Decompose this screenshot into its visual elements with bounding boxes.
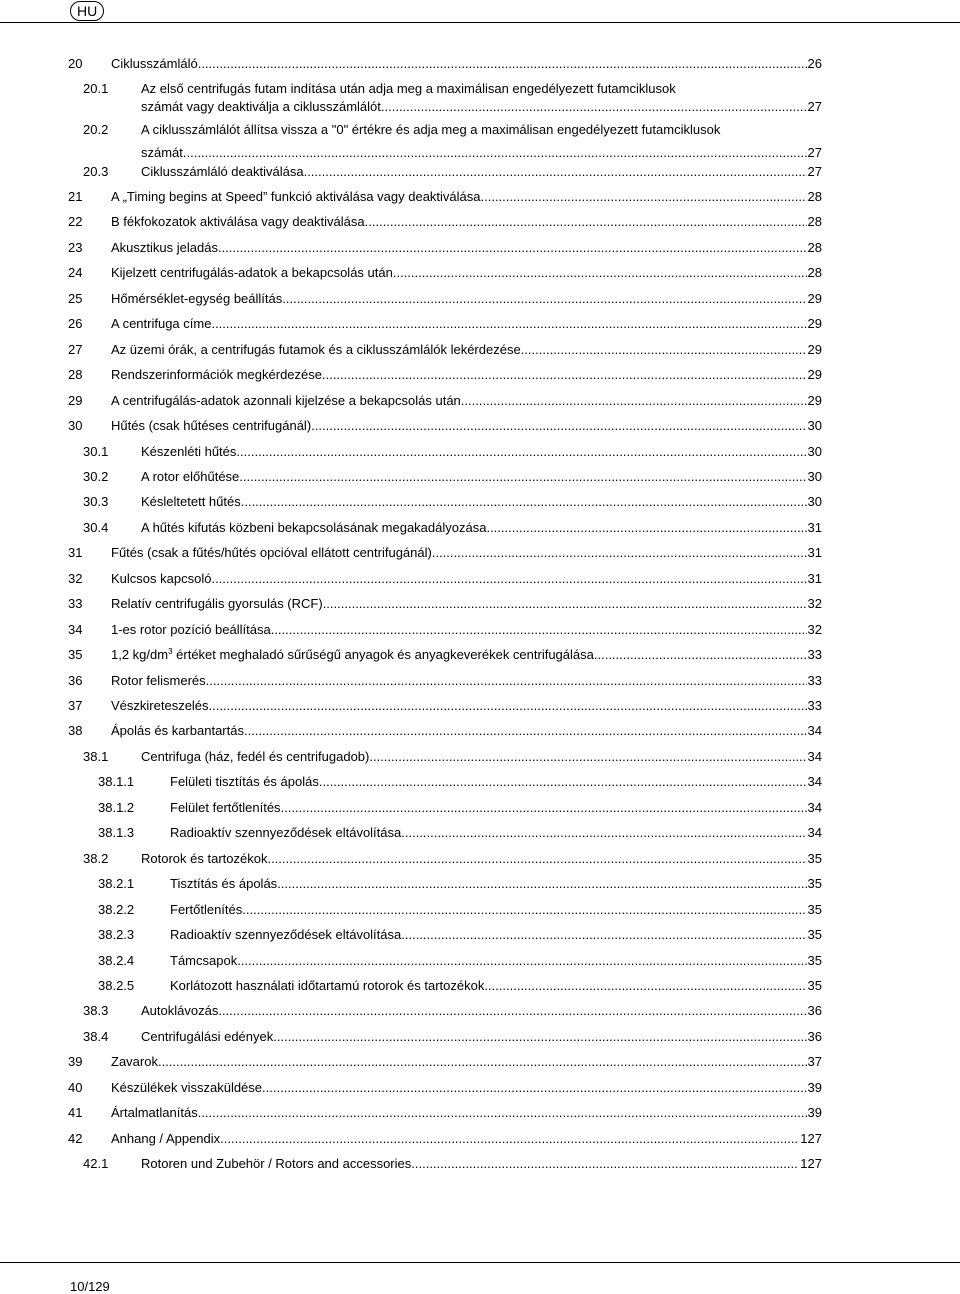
toc-title: Az első centrifugás futam indítása után adja meg a maximálisan engedélyezett futamciklusok [141,81,676,96]
toc-title-block [111,239,822,257]
toc-leader-dots [594,646,807,664]
toc-page-number: 30 [807,418,822,433]
toc-entry[interactable] [0,646,960,664]
toc-entry[interactable] [0,519,960,537]
toc-title-block [141,468,822,486]
toc-leader-dots [262,1079,807,1097]
toc-entry[interactable] [0,1053,960,1071]
toc-title: Ciklusszámláló deaktiválása [141,164,304,179]
toc-title-block [111,1079,822,1097]
toc-leader-dots [481,188,807,206]
toc-leader-dots [432,544,807,562]
toc-number: 33 [68,596,83,611]
toc-entry[interactable] [0,697,960,715]
toc-title-block [111,722,822,740]
toc-title: Rotor felismerés [111,673,206,688]
toc-title: Támcsapok [170,953,238,968]
toc-title [111,646,594,664]
toc-title-block [170,824,822,842]
toc-title: számát [141,145,183,157]
toc-page-number: 28 [807,189,822,204]
toc-page-number: 27 [807,145,822,157]
toc-page-number: 29 [807,316,822,331]
footer-rule [0,1262,960,1263]
toc-page-number: 34 [807,800,822,815]
toc-page-number: 127 [800,1131,822,1146]
toc-page-number: 36 [807,1029,822,1044]
toc-page-number: 30 [807,494,822,509]
toc-leader-dots [365,213,807,231]
toc-title-block [111,55,822,73]
toc-number: 28 [68,367,83,382]
toc-page-number: 33 [807,698,822,713]
toc-title: Fertőtlenítés [170,902,243,917]
toc-title: Készülékek visszaküldése [111,1080,263,1095]
toc-page-number: 28 [807,265,822,280]
toc-page-number: 29 [807,291,822,306]
toc-entry[interactable] [0,773,960,791]
toc-page-number: 29 [807,367,822,382]
toc-number: 30.1 [83,444,109,459]
toc-title-block [170,901,822,919]
toc-title: B fékfokozatok aktiválása vagy deaktiválása [111,214,365,229]
toc-title-block [170,799,822,817]
toc-title: számát vagy deaktiválja a ciklusszámlálót [141,99,381,114]
toc-title: Centrifugálási edények [141,1029,274,1044]
toc-title: A centrifugálás-adatok azonnali kijelzése a bekapcsolás után [111,393,461,408]
toc-number: 38.2.4 [98,953,135,968]
toc-leader-dots [411,1155,799,1173]
toc-page-number: 127 [800,1156,822,1171]
toc-title: Korlátozott használati időtartamú rotorok és tartozékok [170,978,485,993]
toc-number: 20.2 [83,122,109,137]
toc-title-block [141,850,822,868]
toc-entry[interactable] [0,1104,960,1122]
toc-page-number: 35 [807,876,822,891]
toc-entry[interactable] [0,672,960,690]
toc-entry[interactable] [0,366,960,384]
toc-title: Vészkireteszelés [111,698,209,713]
toc-title-block [141,519,822,537]
toc-title-part: 1,2 kg/dm [111,647,169,662]
toc-title-block [170,952,822,970]
toc-page-number: 31 [807,545,822,560]
toc-leader-dots [220,1130,799,1148]
toc-number: 31 [68,545,83,560]
toc-leader-dots [158,1053,807,1071]
toc-title: Ápolás és karbantartás [111,723,244,738]
toc-number: 30.2 [83,469,109,484]
toc-page-number: 34 [807,774,822,789]
toc-title: 1-es rotor pozíció beállítása [111,622,271,637]
toc-page-number: 27 [807,99,822,114]
toc-entry[interactable] [0,748,960,766]
toc-entry[interactable] [0,722,960,740]
toc-leader-dots [311,417,806,435]
toc-title-block [111,315,822,333]
toc-leader-dots [282,290,806,308]
toc-title: Felület fertőtlenítés [170,800,281,815]
toc-title: Hőmérséklet-egység beállítás [111,291,283,306]
header-rule [0,22,960,23]
toc-leader-dots [484,977,806,995]
toc-entry[interactable] [0,570,960,588]
toc-number: 34 [68,622,83,637]
toc-title: Hűtés (csak hűtéses centrifugánál) [111,418,312,433]
toc-number: 25 [68,291,83,306]
toc-number: 42.1 [83,1156,109,1171]
toc-page-number: 30 [807,469,822,484]
toc-entry[interactable] [0,1130,960,1148]
toc-number: 38 [68,723,83,738]
toc-number: 38.1.3 [98,825,135,840]
toc-title-block [111,621,822,639]
toc-entry[interactable] [0,952,960,970]
toc-title: Ciklusszámláló [111,56,198,71]
toc-page-number: 33 [807,647,822,662]
toc-number: 38.3 [83,1003,109,1018]
toc-title: Rendszerinformációk megkérdezése [111,367,322,382]
toc-leader-dots [461,392,807,410]
toc-entry[interactable] [0,799,960,817]
toc-title: Rotoren und Zubehör / Rotors and accessories [141,1156,412,1171]
toc-title: Fűtés (csak a fűtés/hűtés opcióval ellátott centrifugánál) [111,545,432,560]
toc-title-block [141,1028,822,1046]
toc-number: 38.2.1 [98,876,135,891]
toc-title-block [111,188,822,206]
toc-number: 36 [68,673,83,688]
toc-leader-dots [323,595,807,613]
toc-title-block [111,213,822,231]
toc-number: 32 [68,571,83,586]
toc-leader-dots [273,1028,806,1046]
toc-number: 20 [68,56,83,71]
toc-page-number: 35 [807,953,822,968]
toc-entry[interactable] [0,121,960,161]
toc-title-block [170,875,822,893]
toc-entry[interactable] [0,468,960,486]
toc-number: 38.1.1 [98,774,135,789]
toc-title-block [111,646,822,664]
toc-leader-dots [211,570,806,588]
toc-entry[interactable] [0,824,960,842]
toc-title-block [111,392,822,410]
toc-leader-dots [218,1002,806,1020]
toc-title-block [111,672,822,690]
toc-entry[interactable] [0,1028,960,1046]
toc-leader-dots [206,672,807,690]
toc-title: A rotor előhűtése [141,469,240,484]
toc-title-block [111,417,822,435]
toc-title-block [141,443,822,461]
toc-title: Kulcsos kapcsoló [111,571,212,586]
toc-entry[interactable] [0,875,960,893]
toc-leader-dots [396,264,806,282]
toc-title-block [111,1130,822,1148]
toc-entry[interactable] [0,1155,960,1173]
toc-title-block [111,1104,822,1122]
toc-page-number: 36 [807,1003,822,1018]
toc-entry[interactable] [0,213,960,231]
toc-page-number: 35 [807,927,822,942]
toc-page-number: 39 [807,1080,822,1095]
toc-page-number: 34 [807,825,822,840]
toc-number: 38.2.5 [98,978,135,993]
toc-leader-dots [241,493,807,511]
toc-title-block [111,264,822,282]
toc-page-number: 29 [807,393,822,408]
toc-page-number: 32 [807,596,822,611]
toc-entry[interactable] [0,926,960,944]
toc-page-number: 28 [807,214,822,229]
toc-page-number: 29 [807,342,822,357]
toc-leader-dots [239,468,806,486]
toc-page-number: 39 [807,1105,822,1120]
toc-title-block [141,1155,822,1173]
toc-number: 30.4 [83,520,109,535]
toc-title-block [111,570,822,588]
toc-title-block [170,773,822,791]
toc-leader-dots [521,341,807,359]
toc-leader-dots [281,799,807,817]
toc-number: 35 [68,647,83,662]
toc-leader-dots [244,722,807,740]
toc-entry[interactable] [0,290,960,308]
toc-entry[interactable] [0,901,960,919]
toc-entry[interactable] [0,239,960,257]
toc-entry[interactable] [0,850,960,868]
toc-title: Centrifuga (ház, fedél és centrifugadob) [141,749,370,764]
toc-leader-dots [381,98,807,116]
toc-leader-dots [198,55,807,73]
toc-number: 21 [68,189,83,204]
toc-page-number: 34 [807,749,822,764]
toc-title: Autoklávozás [141,1003,219,1018]
toc-page-number: 30 [807,444,822,459]
toc-page-number: 27 [807,164,822,179]
toc-title: Ártalmatlanítás [111,1105,198,1120]
toc-entry[interactable] [0,977,960,995]
toc-number: 38.2 [83,851,109,866]
toc-number: 41 [68,1105,83,1120]
toc-entry[interactable] [0,595,960,613]
toc-page-number: 32 [807,622,822,637]
toc-number: 38.2.3 [98,927,135,942]
toc-number: 22 [68,214,83,229]
toc-number: 40 [68,1080,83,1095]
toc-title: A hűtés kifutás közbeni bekapcsolásának megakadályozása [141,520,487,535]
toc-title: Rotorok és tartozékok [141,851,268,866]
toc-page-number: 31 [807,520,822,535]
toc-leader-dots [198,1104,807,1122]
toc-page-number: 37 [807,1054,822,1069]
toc-leader-dots [267,850,806,868]
toc-title: Relatív centrifugális gyorsulás (RCF) [111,596,323,611]
toc-title-block [111,1053,822,1071]
toc-title-block [111,595,822,613]
toc-title: Akusztikus jeladás [111,240,218,255]
toc-title: Radioaktív szennyeződések eltávolítása [170,825,402,840]
toc-title-block [141,163,822,181]
toc-leader-dots [237,952,806,970]
toc-number: 37 [68,698,83,713]
toc-title-block [141,80,822,116]
toc-leader-dots [277,875,806,893]
toc-page-number: 28 [807,240,822,255]
toc-leader-dots [401,824,806,842]
toc-title-superscript: 3 [168,647,173,656]
toc-title-block [111,366,822,384]
toc-number: 26 [68,316,83,331]
toc-title: Felületi tisztítás és ápolás [170,774,319,789]
toc-leader-dots [304,163,807,181]
toc-title: Tisztítás és ápolás [170,876,278,891]
toc-number: 30 [68,418,83,433]
toc-entry[interactable] [0,315,960,333]
toc-leader-dots [236,443,806,461]
toc-title-block [111,341,822,359]
toc-entry[interactable] [0,417,960,435]
toc-title: Az üzemi órák, a centrifugás futamok és a ciklusszámlálók lekérdezése [111,342,521,357]
toc-title-block [111,697,822,715]
toc-title-block [141,121,822,157]
toc-entry[interactable] [0,443,960,461]
toc-number: 24 [68,265,83,280]
toc-title: A „Timing begins at Speed” funkció aktiválása vagy deaktiválása [111,189,481,204]
toc-entry[interactable] [0,163,960,181]
language-badge: HU [70,1,104,21]
toc-leader-dots [369,748,806,766]
toc-number: 27 [68,342,83,357]
toc-title: Zavarok [111,1054,158,1069]
toc-entry[interactable] [0,55,960,73]
toc-number: 29 [68,393,83,408]
toc-leader-dots [218,239,807,257]
toc-page-number: 31 [807,571,822,586]
toc-number: 38.1 [83,749,109,764]
toc-leader-dots [209,697,807,715]
toc-leader-dots [242,901,806,919]
toc-number: 39 [68,1054,83,1069]
toc-page-number: 35 [807,978,822,993]
toc-page-number: 34 [807,723,822,738]
toc-entry[interactable] [0,544,960,562]
toc-page-number: 33 [807,673,822,688]
toc-entry[interactable] [0,493,960,511]
toc-entry[interactable] [0,1002,960,1020]
toc-number: 42 [68,1131,83,1146]
toc-page-number: 26 [807,56,822,71]
toc-title-block [170,926,822,944]
toc-entry[interactable] [0,264,960,282]
toc-number: 38.1.2 [98,800,135,815]
toc-leader-dots [211,315,806,333]
toc-title: Radioaktív szennyeződések eltávolítása [170,927,402,942]
toc-number: 20.3 [83,164,109,179]
toc-title: A ciklusszámlálót állítsa vissza a "0" értékre és adja meg a maximálisan engedélyezett futamciklusok [141,122,721,137]
toc-title-block [141,1002,822,1020]
toc-title: Anhang / Appendix [111,1131,221,1146]
toc-title-block [111,290,822,308]
toc-title: A centrifuga címe [111,316,212,331]
toc-title-block [170,977,822,995]
toc-title-block [141,493,822,511]
page-number: 10/129 [70,1279,110,1294]
toc-number: 20.1 [83,81,109,96]
toc-entry[interactable] [0,80,960,120]
toc-number: 38.4 [83,1029,109,1044]
toc-number: 38.2.2 [98,902,135,917]
toc-entry[interactable] [0,621,960,639]
toc-leader-dots [183,144,807,157]
toc-leader-dots [319,773,807,791]
toc-title-block [111,544,822,562]
toc-page-number: 35 [807,851,822,866]
toc-entry[interactable] [0,1079,960,1097]
toc-leader-dots [486,519,806,537]
toc-title-block [141,748,822,766]
toc-title: Kijelzett centrifugálás-adatok a bekapcsolás után. [111,265,397,280]
toc-number: 23 [68,240,83,255]
toc-entry[interactable] [0,341,960,359]
toc-entry[interactable] [0,392,960,410]
toc-title: Késleltetett hűtés [141,494,241,509]
toc-leader-dots [322,366,807,384]
toc-number: 30.3 [83,494,109,509]
toc-leader-dots [271,621,807,639]
toc-page-number: 35 [807,902,822,917]
toc-title: Készenléti hűtés [141,444,237,459]
toc-title-part: értéket meghaladó sűrűségű anyagok és anyagkeverékek centrifugálása [172,647,594,662]
toc-entry[interactable] [0,188,960,206]
toc-leader-dots [401,926,806,944]
